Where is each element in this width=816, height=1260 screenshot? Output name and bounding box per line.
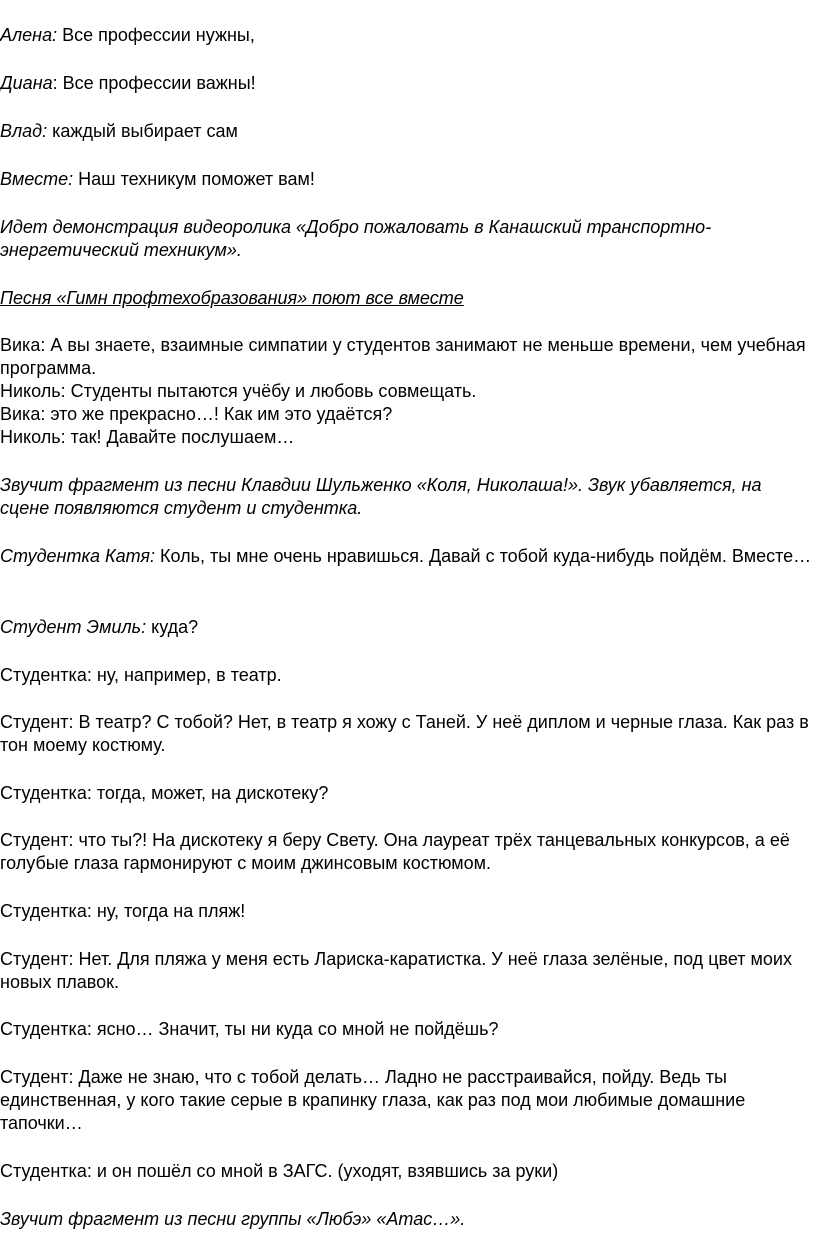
line-student-f-3: Студентка: ну, тогда на пляж! (0, 901, 246, 921)
text-alena: Все профессии нужны, (57, 25, 255, 45)
line-vlad (0, 120, 814, 143)
text-diana: : Все профессии важны! (52, 73, 256, 93)
stage-direction-lyube: Звучит фрагмент из песни группы «Любэ» «Атас…». (0, 1209, 466, 1229)
text-together: Наш техникум поможет вам! (73, 169, 315, 189)
line-student-m-2: Студент: что ты?! На дискотеку я беру Свету. Она лауреат трёх танцевальных конкурсов, а её голубые глаза гармонируют с моим джинсовым костюмом. (0, 830, 790, 873)
stage-direction-song: Песня «Гимн профтехобразования» поют все вместе (0, 288, 464, 308)
speaker-emil: Студент Эмиль: (0, 617, 147, 637)
text-emil: куда? (146, 617, 199, 637)
line-student-f-4: Студентка: ясно… Значит, ты ни куда со мной не пойдёшь? (0, 1019, 499, 1039)
line-diana (0, 72, 814, 95)
line-student-m-4: Студент: Даже не знаю, что с тобой делать… Ладно не расстраивайся, пойду. Ведь ты единственная, у кого такие серые в крапинку глаза, как раз под мои любимые домашние тапочки… (0, 1067, 746, 1133)
line-alena (0, 24, 814, 47)
line-nicol-2: Николь: так! Давайте послушаем… (0, 427, 295, 447)
speaker-vlad: Влад: (0, 121, 48, 141)
line-student-f-1: Студентка: ну, например, в театр. (0, 665, 282, 685)
line-vika-1: Вика: А вы знаете, взаимные симпатии у студентов занимают не меньше времени, чем учебная программа. (0, 335, 806, 378)
line-katya (0, 545, 814, 568)
line-student-m-1: Студент: В театр? С тобой? Нет, в театр я хожу с Таней. У неё диплом и черные глаза. Как раз в тон моему костюму. (0, 712, 809, 755)
line-student-m-3: Студент: Нет. Для пляжа у меня есть Лариска-каратистка. У неё глаза зелёные, под цвет моих новых плавок. (0, 949, 792, 992)
line-nicol-1: Николь: Студенты пытаются учёбу и любовь совмещать. (0, 381, 477, 401)
line-together (0, 168, 814, 191)
line-student-f-5: Студентка: и он пошёл со мной в ЗАГС. (уходят, взявшись за руки) (0, 1161, 559, 1181)
line-student-f-2: Студентка: тогда, может, на дискотеку? (0, 783, 329, 803)
speaker-diana: Диана (0, 73, 53, 93)
speaker-together: Вместе: (0, 169, 74, 189)
speaker-alena: Алена: (0, 25, 58, 45)
line-emil (0, 616, 814, 639)
stage-direction-shulzhenko: Звучит фрагмент из песни Клавдии Шульженко «Коля, Николаша!». Звук убавляется, на сцене появляются студент и студентка. (0, 475, 762, 518)
stage-direction-video: Идет демонстрация видеоролика «Добро пожаловать в Канашский транспортно-энергетический техникум». (0, 217, 712, 260)
text-vlad: каждый выбирает сам (47, 121, 238, 141)
text-katya: Коль, ты мне очень нравишься. Давай с тобой куда-нибудь пойдём. Вместе… (155, 546, 812, 566)
line-vika-2: Вика: это же прекрасно…! Как им это удаётся? (0, 404, 393, 424)
speaker-katya: Студентка Катя: (0, 546, 155, 566)
